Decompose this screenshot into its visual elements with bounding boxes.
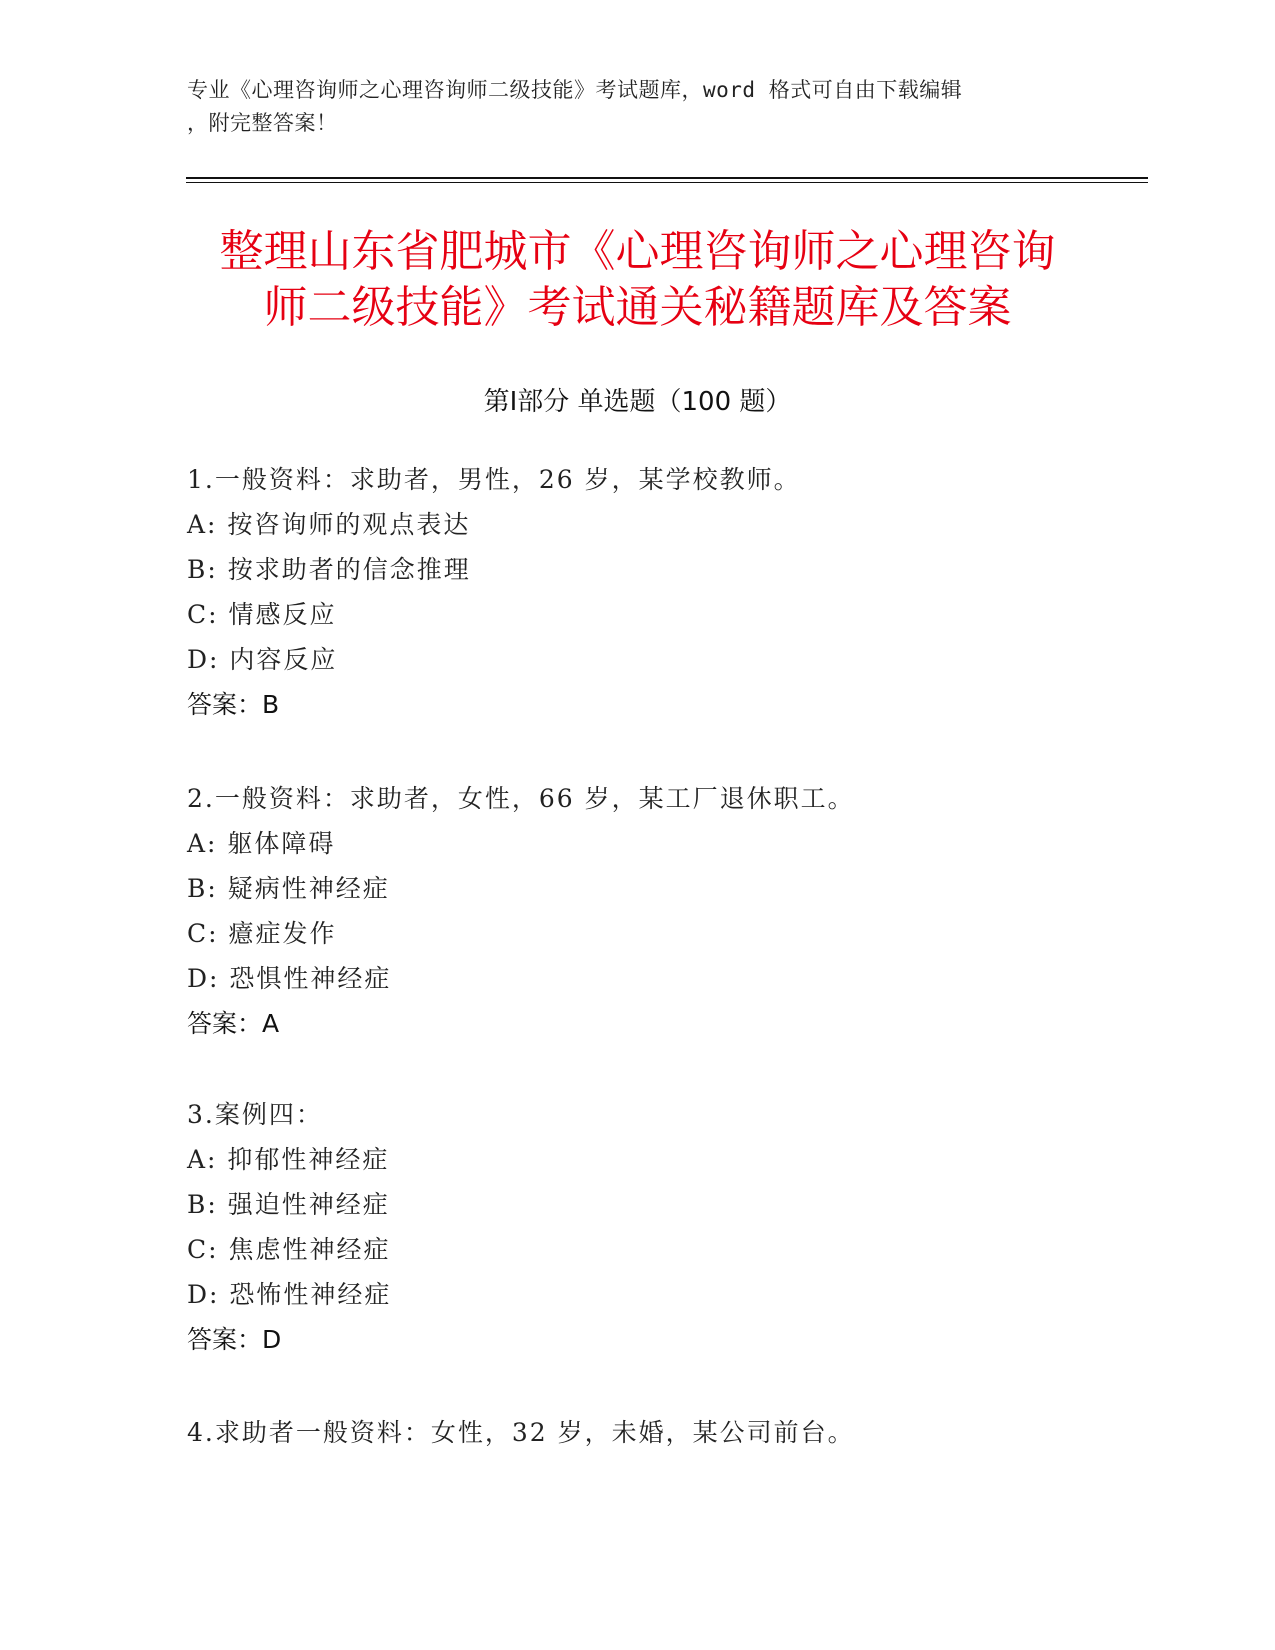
option-d: D: 恐怖性神经症 <box>187 1280 392 1309</box>
option-b: B: 强迫性神经症 <box>187 1190 390 1219</box>
answer: 答案：B <box>187 690 280 719</box>
question-block <box>187 1092 1087 1362</box>
header-note-line-1: 专业《心理咨询师之心理咨询师二级技能》考试题库，word 格式可自由下载编辑 <box>187 78 963 102</box>
header-note-line-2: ，附完整答案！ <box>187 111 338 135</box>
question-stem: 4.求助者一般资料：女性，32 岁，未婚，某公司前台。 <box>187 1418 855 1447</box>
header-rule-thick <box>186 177 1148 179</box>
answer: 答案：D <box>187 1325 282 1354</box>
question-stem: 2.一般资料：求助者，女性，66 岁，某工厂退休职工。 <box>187 784 855 813</box>
answer: 答案：A <box>187 1009 280 1038</box>
question-block <box>187 457 1087 727</box>
question-block <box>187 776 1087 1046</box>
option-b: B: 按求助者的信念推理 <box>187 555 471 584</box>
option-a: A: 按咨询师的观点表达 <box>187 510 471 539</box>
option-a: A: 抑郁性神经症 <box>187 1145 390 1174</box>
question-stem: 1.一般资料：求助者，男性，26 岁，某学校教师。 <box>187 465 801 494</box>
option-b: B: 疑病性神经症 <box>187 874 390 903</box>
question-block <box>187 1410 1087 1455</box>
option-a: A: 躯体障碍 <box>187 829 336 858</box>
option-d: D: 内容反应 <box>187 645 338 674</box>
header-rule-thin <box>186 182 1148 183</box>
document-title-line-2: 师二级技能》考试通关秘籍题库及答案 <box>263 282 1012 333</box>
option-c: C: 焦虑性神经症 <box>187 1235 391 1264</box>
option-c: C: 情感反应 <box>187 600 337 629</box>
document-title <box>150 224 1125 336</box>
section-heading: 第Ⅰ部分 单选题（100 题） <box>483 387 792 417</box>
option-c: C: 癔症发作 <box>187 919 337 948</box>
question-stem: 3.案例四： <box>187 1100 323 1129</box>
option-d: D: 恐惧性神经症 <box>187 964 392 993</box>
document-title-line-1: 整理山东省肥城市《心理咨询师之心理咨询 <box>219 226 1056 277</box>
header-note <box>187 74 1067 140</box>
